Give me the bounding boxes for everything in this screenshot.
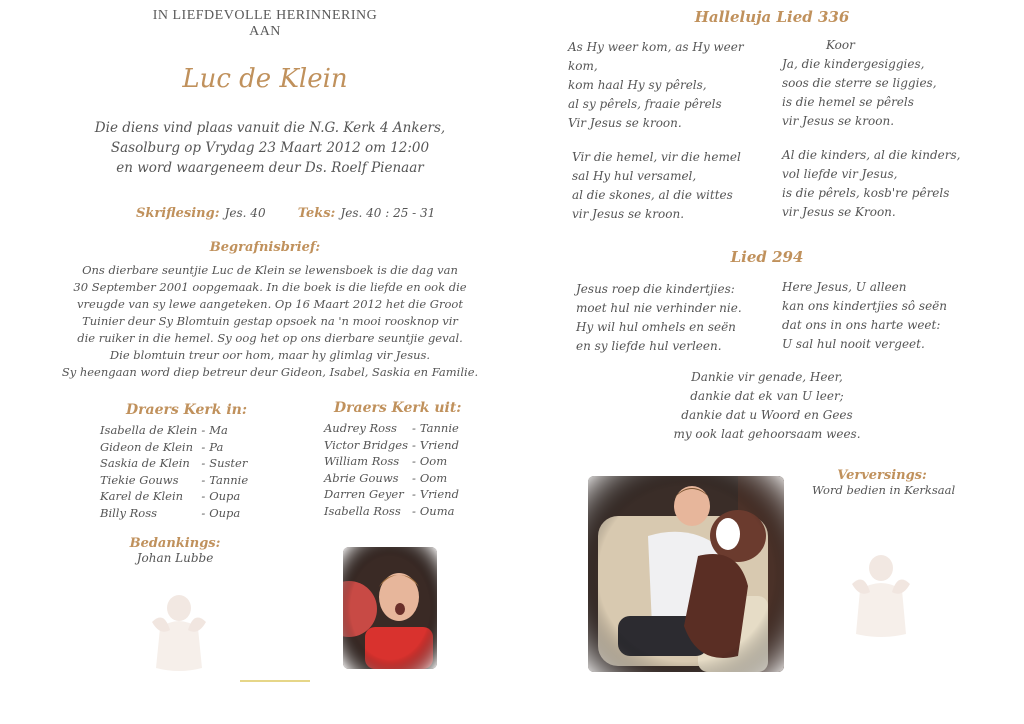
bearer-dash: - [411,487,416,501]
bedankings-value: Johan Lubbe [136,551,214,565]
verse-line: As Hy weer kom, as Hy weer [568,40,744,54]
draers-uit-label: Draers Kerk uit: [334,400,462,416]
bearer-name: Billy Ross [100,505,158,520]
verse-line: U sal hul nooit vergeet. [782,337,925,351]
bearer-name: Tiekie Gouws [100,472,179,487]
bearer-dash: - [201,439,206,454]
service-line-2: Sasolburg op Vrydag 23 Maart 2012 om 12:00 [110,140,430,156]
verse-line: sal Hy hul versamel, [572,169,697,183]
bearer-name: William Ross [324,454,400,468]
boy-photo-image [343,547,437,669]
verse-line: kom, [568,59,598,73]
verse-line: dankie dat ek van U leer; [690,389,844,403]
verse-line: Hy wil hul omhels en seën [576,320,736,334]
angel-figure-icon [148,588,210,674]
bearer-name: Gideon de Klein [100,439,193,454]
boy-photo [343,547,437,669]
service-line-3: en word waargeneem deur Ds. Roelf Pienaar [116,160,424,176]
verse-line: moet hul nie verhinder nie. [576,301,742,315]
list-item [100,472,252,489]
bearer-dash: - [201,489,206,503]
memorial-header [120,8,410,40]
verse-line: vir Jesus se kroon. [572,207,685,221]
teks-value: Jes. 40 : 25 - 31 [340,206,436,220]
verse-line: dankie dat u Woord en Gees [681,408,853,422]
bearer-name: Darren Geyer [324,487,404,501]
hymn2-verse2 [782,278,992,354]
bearer-relation: Oom [419,470,448,485]
list-item [100,505,252,522]
list-item [100,422,252,439]
bearer-name: Audrey Ross [324,421,397,435]
brief-line: Sy heengaan word diep betreur deur Gideon, Isabel, Saskia en Familie. [61,365,479,379]
bearer-relation: Ma [209,423,228,437]
brief-line: Die blomtuin treur oor hom, maar hy glimlag vir Jesus. [109,348,431,362]
brief-line: Tuinier deur Sy Blomtuin gestap opsoek na 'n mooi roosknop vir [82,314,458,328]
boy-with-dog-image [588,476,784,672]
bearer-dash: - [411,470,416,485]
koor-label: Koor [826,38,855,52]
bearer-name: Isabella Ross [324,503,401,518]
bearer-relation: Oupa [209,489,241,503]
verse-line: my ook laat gehoorsaam wees. [673,427,861,441]
verversings-block [812,468,956,497]
hymn2-verse1 [576,280,776,356]
brief-line: die ruiker in die hemel. Sy oog het op ons dierbare seuntjie geval. [77,331,463,345]
verse-line: en sy liefde hul verleen. [576,339,722,353]
list-item [100,439,252,456]
service-details [60,118,480,178]
hymn1-verse1 [568,38,768,133]
verse-line: soos die sterre se liggies, [782,76,937,90]
bearer-name: Abrie Gouws [324,470,399,485]
bearer-dash: - [201,505,206,520]
list-item [324,420,463,437]
bearer-dash: - [201,423,206,437]
bearer-dash: - [411,454,416,468]
angel-figure-icon [848,548,914,640]
bearer-relation: Suster [209,456,248,470]
verse-line: vol liefde vir Jesus, [782,167,898,181]
teks-label: Teks: [297,206,336,221]
bearer-relation: Oom [419,454,448,468]
verse-line: Ja, die kindergesiggies, [782,57,925,71]
hymn1-verse3 [782,146,1002,222]
hymn1-title: Halleluja Lied 336 [694,8,850,26]
verse-line: dat ons in ons harte weet: [782,318,941,332]
verse-line: vir Jesus se kroon. [782,114,895,128]
verse-line: Jesus roep die kindertjies: [576,282,735,296]
brief-line: 30 September 2001 oopgemaak. In die boek is die liefde en ook die [73,280,467,294]
hymn2-title: Lied 294 [730,248,804,266]
bearer-relation: Vriend [419,437,459,452]
flourish-divider [240,680,310,682]
right-page [512,0,1024,724]
list-item [100,455,252,472]
hymn2-verse3 [652,368,882,444]
verse-line: Vir Jesus se kroon. [568,116,682,130]
boy-with-dog-photo [588,476,784,672]
list-item [324,486,463,503]
bearer-dash: - [201,456,206,470]
list-item [324,503,463,520]
verse-line: Dankie vir genade, Heer, [691,370,843,384]
deceased-name: Luc de Klein [182,64,348,94]
bearer-relation: Oupa [209,505,241,520]
bearer-dash: - [411,421,416,435]
bearer-relation: Pa [209,439,224,454]
bearer-relation: Ouma [419,503,455,518]
verse-line: is die hemel se pêrels [782,95,914,109]
header-line-2: AAN [249,24,281,39]
bearer-relation: Tannie [419,421,459,435]
bearer-relation: Vriend [419,487,459,501]
verse-line: vir Jesus se Kroon. [782,205,896,219]
bearer-name: Victor Bridges [324,437,408,452]
header-line-1: IN LIEFDEVOLLE HERINNERING [152,8,378,23]
verse-line: Al die kinders, al die kinders, [782,148,961,162]
bearer-name: Karel de Klein [100,489,184,503]
service-line-1: Die diens vind plaas vanuit die N.G. Kerk 4 Ankers, [94,120,446,136]
verversings-label: Verversings: [837,468,927,483]
bearer-relation: Tannie [209,472,249,487]
verse-line: al sy pêrels, fraaie pêrels [568,97,722,111]
verse-line: Here Jesus, U alleen [782,280,907,294]
verse-line: al die skones, al die wittes [572,188,733,202]
list-item [324,470,463,487]
list-item [324,437,463,454]
list-item [100,488,252,505]
verversings-value: Word bedien in Kerksaal [812,483,956,497]
bedankings-label: Bedankings: [129,536,221,551]
bearer-dash: - [201,472,206,487]
verse-line: kom haal Hy sy pêrels, [568,78,707,92]
draers-uit-list [324,420,463,519]
skriflesing-label: Skriflesing: [136,206,220,221]
verse-line: Vir die hemel, vir die hemel [572,150,741,164]
begrafnisbrief-label: Begrafnisbrief: [209,240,321,255]
verse-line: is die pêrels, kosb're pêrels [782,186,950,200]
bedankings-block [120,536,230,565]
bearer-name: Saskia de Klein [100,456,190,470]
brief-line: vreugde van sy lewe aangeteken. Op 16 Maart 2012 het die Groot [77,297,463,311]
brief-line: Ons dierbare seuntjie Luc de Klein se lewensboek is die dag van [82,263,458,277]
bearer-dash: - [411,437,416,452]
begrafnisbrief-text [60,262,480,381]
verse-line: kan ons kindertjies sô seën [782,299,947,313]
hymn1-koor [782,36,982,131]
draers-in-label: Draers Kerk in: [126,402,248,418]
scripture-row [136,202,456,221]
draers-in-list [100,422,252,521]
hymn1-verse2 [572,148,772,224]
skriflesing-value: Jes. 40 [224,206,266,220]
bearer-name: Isabella de Klein [100,423,198,437]
list-item [324,453,463,470]
bearer-dash: - [411,503,416,518]
